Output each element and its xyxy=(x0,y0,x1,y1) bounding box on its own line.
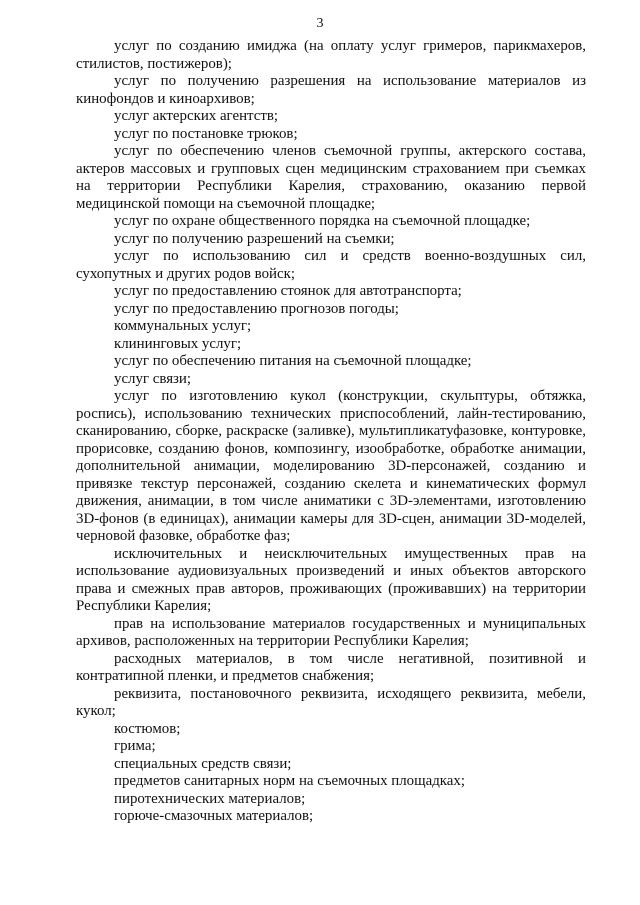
list-item: услуг по постановке трюков; xyxy=(114,125,298,142)
list-item: коммунальных услуг; xyxy=(114,318,252,334)
page-number: 3 xyxy=(316,16,324,31)
list-item: услуг по использованию сил и средств военно-воздушных сил, сухопутных и других родов войск; xyxy=(76,248,586,282)
list-item: услуг связи; xyxy=(114,370,192,387)
list-item: услуг по охране общественного порядка на съемочной площадке; xyxy=(114,213,531,229)
list-item: специальных средств связи; xyxy=(114,755,292,772)
list-item: услуг по предоставлению стоянок для автотранспорта; xyxy=(114,283,462,299)
list-item: исключительных и неисключительных имущественных прав на использование аудиовизуальных произведений и иных объектов авторского права и смежных прав авторов, проживающих (проживавших) на территории Республики Карелия; xyxy=(76,545,586,614)
list-item: услуг по обеспечению питания на съемочной площадке; xyxy=(114,353,472,369)
list-item: реквизита, постановочного реквизита, исходящего реквизита, мебели, кукол; xyxy=(76,685,586,719)
list-item: услуг по предоставлению прогнозов погоды; xyxy=(114,300,399,317)
list-item: пиротехнических материалов; xyxy=(114,790,306,807)
list-item: услуг по изготовлению кукол (конструкции, скульптуры, обтяжка, роспись), использованию технических приспособлений, лайн-тестированию, сканированию, сборке, раскраске (заливке), мультипликатуфазовке, контуровке, прорисовке, созданию фонов, композингу, изообработке, обработке анимации, дополнительной анимации, моделированию 3D-персонажей, созданию и привязке текстур персонажей, созданию скелета и кинематических формул движения, анимации, в том числе аниматики с 3D-элементами, изготовлению 3D-фонов (в единицах), анимации камеры для 3D-сцен, анимации 3D-моделей, черновой фазовке, обработке фаз; xyxy=(76,388,586,544)
list-item: грима; xyxy=(114,738,156,754)
document-body xyxy=(76,38,586,826)
list-item: услуг актерских агентств; xyxy=(114,108,279,124)
list-item: услуг по получению разрешения на использование материалов из кинофондов и киноархивов; xyxy=(76,73,586,107)
list-item: клининговых услуг; xyxy=(114,335,242,352)
list-item: горюче-смазочных материалов; xyxy=(114,808,314,824)
list-item: прав на использование материалов государственных и муниципальных архивов, расположенных на территории Республики Карелия; xyxy=(76,615,586,649)
list-item: услуг по получению разрешений на съемки; xyxy=(114,230,395,247)
list-item: костюмов; xyxy=(114,720,181,737)
list-item: расходных материалов, в том числе негативной, позитивной и контратипной пленки, и предметов снабжения; xyxy=(76,650,586,684)
list-item: услуг по обеспечению членов съемочной группы, актерского состава, актеров массовых и групповых сцен медицинским страхованием при съемках на территории Республики Карелия, страхованию, оказанию первой медицинской помощи на съемочной площадке; xyxy=(76,143,586,212)
list-item: предметов санитарных норм на съемочных площадках; xyxy=(114,773,465,789)
list-item: услуг по созданию имиджа (на оплату услуг гримеров, парикмахеров, стилистов, постижеров); xyxy=(76,38,586,72)
